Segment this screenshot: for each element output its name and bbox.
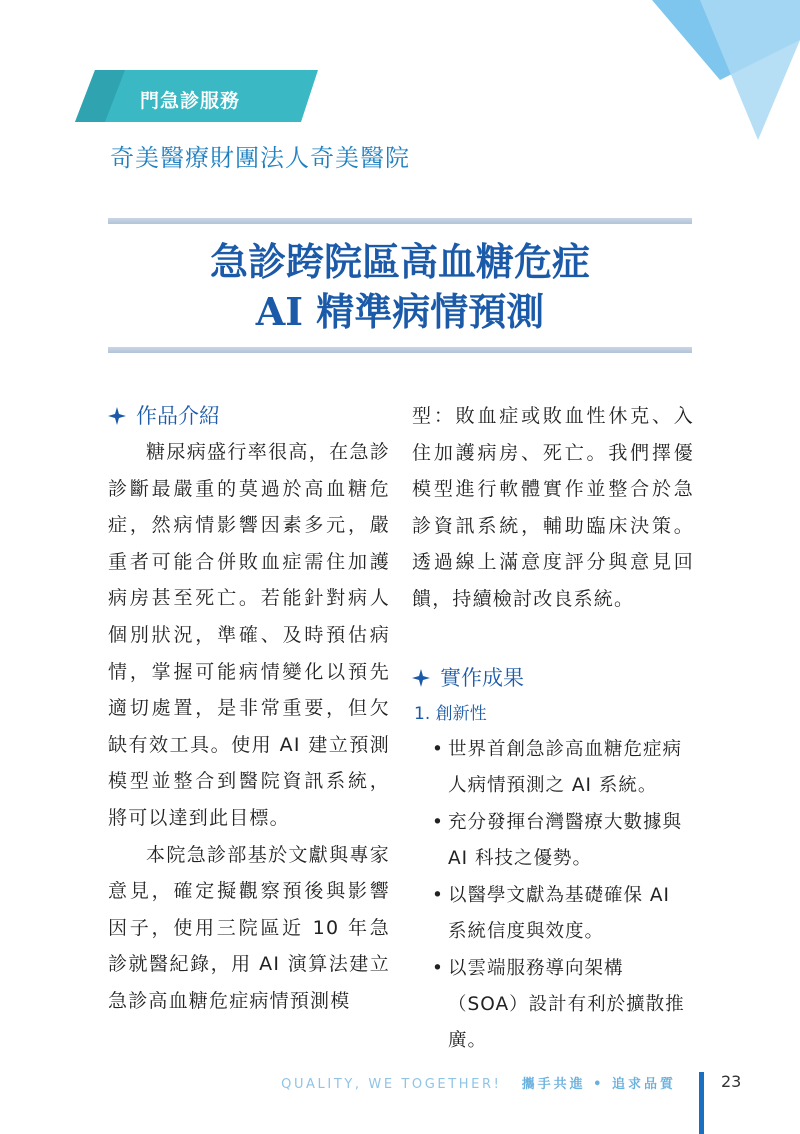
intro-paragraph-2: 本院急診部基於文獻與專家意見，確定擬觀察預後與影響因子，使用三院區近 10 年急診就醫紀錄，用 AI 演算法建立急診高血糖危症病情預測模 [108, 843, 390, 1012]
list-item: • 以雲端服務導向架構（SOA）設計有利於擴散推廣。 [412, 951, 694, 1059]
hospital-name: 奇美醫療財團法人奇美醫院 [110, 144, 410, 172]
title-line-2: AI 精準病情預測 [255, 289, 545, 334]
column-right [412, 398, 694, 1060]
results-heading [412, 660, 694, 696]
bullet-dot-icon: • [432, 738, 444, 760]
intro-paragraph-1: 糖尿病盛行率很高，在急診診斷最嚴重的莫過於高血糖危症，然病情影響因素多元，嚴重者可能合併敗血症需住加護病房甚至死亡。若能針對病人個別狀況，準確、及時預估病情，掌握可能病情變化以預先適切處置，是非常重要，但欠缺有效工具。使用 AI 建立預測模型並整合到醫院資訊系統，將可以達到此目標。 [108, 441, 390, 829]
title-line-1: 急診跨院區高血糖危症 [209, 239, 590, 284]
category-tag: 門急診服務 [140, 90, 241, 112]
title-rule-bottom [108, 347, 692, 353]
list-item: • 世界首創急診高血糖危症病人病情預測之 AI 系統。 [412, 732, 694, 804]
intro-heading-text: 作品介紹 [136, 404, 220, 428]
innovation-subheading: 1. 創新性 [414, 703, 487, 724]
page-number: 23 [721, 1072, 742, 1091]
bullet-dot-icon: • [432, 957, 444, 979]
corner-decoration [640, 0, 800, 145]
intro-paragraph-2-continued: 型：敗血症或敗血性休克、入住加護病房、死亡。我們擇優模型進行軟體實作並整合於急診資訊系統，輔助臨床決策。透過線上滿意度評分與意見回饋，持續檢討改良系統。 [412, 405, 694, 610]
four-point-star-icon [412, 669, 430, 687]
column-left [108, 398, 390, 1020]
footer-slogan-zh: 攜手共進 • 追求品質 [521, 1077, 676, 1092]
intro-heading [108, 398, 390, 434]
title-rule-top [108, 218, 692, 224]
results-heading-text: 實作成果 [440, 665, 524, 690]
list-item: • 充分發揮台灣醫療大數據與 AI 科技之優勢。 [412, 805, 694, 877]
four-point-star-icon [108, 407, 126, 425]
bullet-dot-icon: • [432, 884, 444, 906]
footer-bar [699, 1072, 704, 1134]
footer-slogan-en: QUALITY, WE TOGETHER! [281, 1077, 502, 1092]
bullet-dot-icon: • [432, 811, 444, 833]
footer-slogan [281, 1073, 676, 1092]
list-item: • 以醫學文獻為基礎確保 AI 系統信度與效度。 [412, 878, 694, 950]
